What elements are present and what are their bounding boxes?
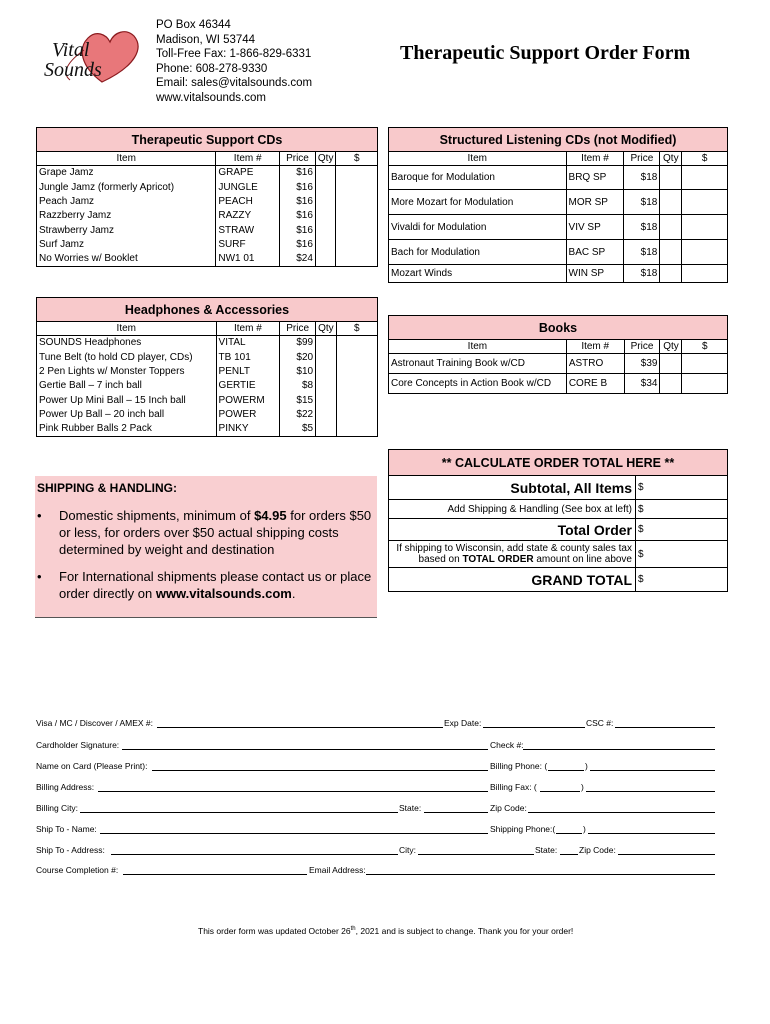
item-code: VIV SP bbox=[566, 215, 624, 240]
table-row bbox=[37, 209, 378, 223]
item-code: POWERM bbox=[216, 393, 280, 407]
order-total-table bbox=[388, 449, 728, 592]
col-qty: Qty bbox=[660, 152, 682, 166]
table-row bbox=[389, 265, 728, 283]
item-price: $10 bbox=[280, 364, 316, 378]
col-item-no: Item # bbox=[216, 152, 280, 166]
item-code: BAC SP bbox=[566, 240, 624, 265]
amount-field[interactable] bbox=[682, 374, 728, 394]
bullet-icon: • bbox=[37, 569, 42, 584]
billing-zip-label: Zip Code: bbox=[490, 803, 527, 813]
amount-field[interactable] bbox=[336, 393, 377, 407]
item-price: $34 bbox=[624, 374, 660, 394]
amount-field[interactable] bbox=[336, 252, 378, 266]
item-code: RAZZY bbox=[216, 209, 280, 223]
amount-field[interactable] bbox=[336, 407, 377, 421]
qty-field[interactable] bbox=[316, 407, 337, 421]
csc-label: CSC #: bbox=[586, 718, 614, 728]
item-name: Power Up Mini Ball – 15 Inch ball bbox=[37, 393, 217, 407]
ship-zip-input[interactable] bbox=[618, 845, 715, 855]
section-title: Therapeutic Support CDs bbox=[37, 128, 378, 152]
item-name: Pink Rubber Balls 2 Pack bbox=[37, 422, 217, 436]
ship-to-address-input[interactable] bbox=[111, 845, 398, 855]
item-price: $18 bbox=[624, 215, 660, 240]
qty-field[interactable] bbox=[316, 336, 337, 350]
item-code: BRQ SP bbox=[566, 166, 624, 190]
table-row bbox=[389, 374, 728, 394]
table-row bbox=[389, 190, 728, 215]
col-dollar: $ bbox=[682, 340, 728, 354]
item-name: Surf Jamz bbox=[37, 237, 216, 251]
item-name: Peach Jamz bbox=[37, 194, 216, 208]
item-price: $15 bbox=[280, 393, 316, 407]
email-address-label: Email Address: bbox=[309, 865, 366, 875]
col-qty: Qty bbox=[315, 152, 336, 166]
card-number-label: Visa / MC / Discover / AMEX #: bbox=[36, 718, 153, 728]
grand-total-field[interactable] bbox=[636, 568, 728, 592]
item-code: PENLT bbox=[216, 364, 280, 378]
ship-to-name-input[interactable] bbox=[100, 824, 488, 834]
col-price: Price bbox=[624, 340, 660, 354]
domestic-shipping-text bbox=[59, 507, 377, 558]
shipping-phone-area-input[interactable] bbox=[556, 824, 582, 834]
item-price: $16 bbox=[280, 194, 316, 208]
website-line[interactable]: www.vitalsounds.com bbox=[156, 91, 266, 104]
item-price: $8 bbox=[280, 379, 316, 393]
col-price: Price bbox=[280, 152, 316, 166]
col-dollar: $ bbox=[336, 322, 377, 336]
paren: ) bbox=[583, 824, 586, 834]
email-line[interactable]: Email: sales@vitalsounds.com bbox=[156, 77, 313, 89]
billing-zip-input[interactable] bbox=[528, 803, 715, 813]
headphones-table bbox=[36, 297, 378, 437]
qty-field[interactable] bbox=[315, 252, 336, 266]
item-name: Baroque for Modulation bbox=[389, 166, 567, 190]
amount-field[interactable] bbox=[336, 223, 378, 237]
tax-text: based on bbox=[418, 554, 463, 565]
item-code: SURF bbox=[216, 237, 280, 251]
item-code: GERTIE bbox=[216, 379, 280, 393]
item-price: $16 bbox=[280, 209, 316, 223]
shipping-text: . bbox=[291, 586, 296, 601]
sales-tax-label bbox=[389, 541, 636, 568]
min-shipping-amount: $4.95 bbox=[254, 508, 287, 523]
footer-superscript: th bbox=[350, 926, 356, 933]
qty-field[interactable] bbox=[315, 223, 336, 237]
item-price: $22 bbox=[280, 407, 316, 421]
website-link[interactable]: www.vitalsounds.com bbox=[155, 586, 292, 601]
name-on-card-input[interactable] bbox=[152, 761, 488, 771]
billing-phone-label: Billing Phone: ( bbox=[490, 761, 548, 771]
table-row bbox=[37, 393, 378, 407]
address-line: Madison, WI 53744 bbox=[156, 33, 256, 46]
table-row bbox=[37, 422, 378, 436]
footer-note bbox=[198, 926, 573, 936]
contact-info bbox=[156, 18, 312, 105]
qty-field[interactable] bbox=[660, 374, 682, 394]
shipping-phone-input[interactable] bbox=[588, 824, 715, 834]
item-price: $18 bbox=[624, 240, 660, 265]
qty-field[interactable] bbox=[316, 364, 337, 378]
item-code: CORE B bbox=[566, 374, 624, 394]
section-title: Headphones & Accessories bbox=[37, 298, 378, 322]
amount-field[interactable] bbox=[682, 215, 728, 240]
qty-field[interactable] bbox=[315, 166, 336, 180]
table-row bbox=[37, 379, 378, 393]
item-name: Vivaldi for Modulation bbox=[389, 215, 567, 240]
billing-state-label: State: bbox=[399, 803, 422, 813]
qty-field[interactable] bbox=[660, 215, 682, 240]
table-row bbox=[37, 166, 378, 180]
billing-phone-area-input[interactable] bbox=[548, 761, 584, 771]
item-price: $16 bbox=[280, 166, 316, 180]
ship-city-input[interactable] bbox=[418, 845, 534, 855]
item-price: $39 bbox=[624, 354, 660, 374]
col-item: Item bbox=[389, 340, 567, 354]
amount-field[interactable] bbox=[682, 166, 728, 190]
books-table bbox=[388, 315, 728, 394]
total-order-field[interactable] bbox=[636, 519, 728, 541]
tax-line-1: If shipping to Wisconsin, add state & county sales tax bbox=[396, 543, 632, 554]
shipping-phone-label: Shipping Phone:( bbox=[490, 824, 556, 834]
address-line: PO Box 46344 bbox=[156, 19, 231, 31]
billing-city-label: Billing City: bbox=[36, 803, 79, 813]
shipping-heading: SHIPPING & HANDLING: bbox=[37, 481, 178, 495]
item-price: $16 bbox=[280, 237, 316, 251]
dollar-sign: $ bbox=[638, 548, 644, 560]
item-code: GRAPE bbox=[216, 166, 280, 180]
col-qty: Qty bbox=[660, 340, 682, 354]
amount-field[interactable] bbox=[336, 422, 377, 436]
qty-field[interactable] bbox=[316, 379, 337, 393]
table-row bbox=[389, 354, 728, 374]
billing-state-input[interactable] bbox=[424, 803, 488, 813]
ship-state-label: State: bbox=[535, 845, 558, 855]
billing-phone-input[interactable] bbox=[590, 761, 715, 771]
amount-field[interactable] bbox=[336, 166, 378, 180]
dollar-sign: $ bbox=[638, 482, 644, 493]
amount-field[interactable] bbox=[336, 237, 378, 251]
item-name: Tune Belt (to hold CD player, CDs) bbox=[37, 350, 217, 364]
item-name: Jungle Jamz (formerly Apricot) bbox=[37, 180, 216, 194]
qty-field[interactable] bbox=[660, 354, 682, 374]
qty-field[interactable] bbox=[315, 180, 336, 194]
billing-city-input[interactable] bbox=[80, 803, 398, 813]
table-row bbox=[37, 364, 378, 378]
billing-fax-label: Billing Fax: ( bbox=[490, 782, 537, 792]
amount-field[interactable] bbox=[682, 240, 728, 265]
csc-input[interactable] bbox=[615, 718, 715, 728]
footer-text: , 2021 and is subject to change. Thank you for your order! bbox=[355, 926, 574, 936]
table-row bbox=[389, 240, 728, 265]
item-code: PINKY bbox=[216, 422, 280, 436]
tax-text: amount on line above bbox=[533, 554, 632, 565]
footer-text: This order form was updated October 26 bbox=[198, 926, 351, 936]
table-row bbox=[389, 215, 728, 240]
item-name: Razzberry Jamz bbox=[37, 209, 216, 223]
item-name: More Mozart for Modulation bbox=[389, 190, 567, 215]
col-item-no: Item # bbox=[566, 340, 624, 354]
shipping-field[interactable] bbox=[636, 500, 728, 519]
shipping-info-box bbox=[35, 476, 377, 618]
phone-line: Phone: 608-278-9330 bbox=[156, 62, 268, 75]
billing-fax-input[interactable] bbox=[586, 782, 715, 792]
qty-field[interactable] bbox=[316, 350, 337, 364]
table-row bbox=[37, 180, 378, 194]
course-completion-input[interactable] bbox=[123, 865, 307, 875]
amount-field[interactable] bbox=[336, 336, 377, 350]
cardholder-signature-label: Cardholder Signature: bbox=[36, 740, 120, 750]
table-row bbox=[37, 237, 378, 251]
ship-state-input[interactable] bbox=[560, 845, 578, 855]
item-price: $5 bbox=[280, 422, 316, 436]
qty-field[interactable] bbox=[315, 209, 336, 223]
vital-sounds-logo bbox=[40, 20, 150, 90]
amount-field[interactable] bbox=[682, 354, 728, 374]
shipping-text: For International shipments please contact us or place order directly on bbox=[59, 569, 372, 601]
qty-field[interactable] bbox=[660, 190, 682, 215]
table-row bbox=[37, 407, 378, 421]
dollar-sign: $ bbox=[638, 524, 644, 535]
item-code: STRAW bbox=[216, 223, 280, 237]
col-price: Price bbox=[624, 152, 660, 166]
item-code: JUNGLE bbox=[216, 180, 280, 194]
international-shipping-text bbox=[59, 568, 377, 602]
item-name: Grape Jamz bbox=[37, 166, 216, 180]
shipping-text: for orders $50 or less, for orders over $50 actual shipping costs determined by weight and destination bbox=[59, 508, 372, 557]
item-name: 2 Pen Lights w/ Monster Toppers bbox=[37, 364, 217, 378]
table-row bbox=[37, 223, 378, 237]
calc-title: ** CALCULATE ORDER TOTAL HERE ** bbox=[389, 450, 728, 476]
table-row bbox=[389, 166, 728, 190]
qty-field[interactable] bbox=[660, 265, 682, 283]
amount-field[interactable] bbox=[336, 209, 378, 223]
col-qty: Qty bbox=[316, 322, 337, 336]
form-title: Therapeutic Support Order Form bbox=[400, 42, 691, 64]
ship-city-label: City: bbox=[399, 845, 416, 855]
amount-field[interactable] bbox=[336, 180, 378, 194]
item-code: NW1 01 bbox=[216, 252, 280, 266]
total-order-label: Total Order bbox=[389, 519, 636, 541]
col-price: Price bbox=[280, 322, 316, 336]
qty-field[interactable] bbox=[660, 240, 682, 265]
section-title: Structured Listening CDs (not Modified) bbox=[389, 128, 728, 152]
logo-word-vital: Vital bbox=[52, 39, 90, 61]
paren: ) bbox=[585, 761, 588, 771]
subtotal-field[interactable] bbox=[636, 476, 728, 500]
table-row bbox=[37, 336, 378, 350]
table-row bbox=[37, 350, 378, 364]
card-number-input[interactable] bbox=[157, 718, 443, 728]
item-code: POWER bbox=[216, 407, 280, 421]
col-item-no: Item # bbox=[216, 322, 280, 336]
section-title: Books bbox=[389, 316, 728, 340]
col-dollar: $ bbox=[682, 152, 728, 166]
item-price: $16 bbox=[280, 180, 316, 194]
amount-field[interactable] bbox=[682, 190, 728, 215]
exp-date-label: Exp Date: bbox=[444, 718, 482, 728]
item-code: VITAL bbox=[216, 336, 280, 350]
item-price: $18 bbox=[624, 265, 660, 283]
item-name: Power Up Ball – 20 inch ball bbox=[37, 407, 217, 421]
name-on-card-label: Name on Card (Please Print): bbox=[36, 761, 148, 771]
item-code: WIN SP bbox=[566, 265, 624, 283]
item-price: $18 bbox=[624, 190, 660, 215]
therapeutic-cds-table bbox=[36, 127, 378, 267]
item-price: $20 bbox=[280, 350, 316, 364]
billing-address-label: Billing Address: bbox=[36, 782, 95, 792]
dollar-sign: $ bbox=[638, 503, 644, 515]
col-item: Item bbox=[37, 152, 216, 166]
dollar-sign: $ bbox=[638, 574, 644, 585]
tax-line-2 bbox=[389, 554, 632, 565]
item-name: Core Concepts in Action Book w/CD bbox=[389, 374, 567, 394]
grand-total-label: GRAND TOTAL bbox=[389, 568, 636, 592]
ship-to-name-label: Ship To - Name: bbox=[36, 824, 97, 834]
amount-field[interactable] bbox=[336, 364, 377, 378]
check-number-label: Check #: bbox=[490, 740, 524, 750]
item-name: No Worries w/ Booklet bbox=[37, 252, 216, 266]
ship-to-address-label: Ship To - Address: bbox=[36, 845, 105, 855]
amount-field[interactable] bbox=[336, 194, 378, 208]
item-price: $24 bbox=[280, 252, 316, 266]
amount-field[interactable] bbox=[336, 350, 377, 364]
tax-text-bold: TOTAL ORDER bbox=[462, 554, 534, 565]
col-item: Item bbox=[37, 322, 217, 336]
item-name: Gertie Ball – 7 inch ball bbox=[37, 379, 217, 393]
ship-zip-label: Zip Code: bbox=[579, 845, 616, 855]
table-row bbox=[37, 194, 378, 208]
item-code: ASTRO bbox=[566, 354, 624, 374]
check-number-input[interactable] bbox=[523, 740, 715, 750]
item-name: Astronaut Training Book w/CD bbox=[389, 354, 567, 374]
item-price: $16 bbox=[280, 223, 316, 237]
item-price: $99 bbox=[280, 336, 316, 350]
exp-date-input[interactable] bbox=[483, 718, 585, 728]
item-code: PEACH bbox=[216, 194, 280, 208]
col-item: Item bbox=[389, 152, 567, 166]
qty-field[interactable] bbox=[660, 166, 682, 190]
shipping-text: Domestic shipments, minimum of bbox=[59, 508, 255, 523]
qty-field[interactable] bbox=[315, 194, 336, 208]
qty-field[interactable] bbox=[315, 237, 336, 251]
email-address-input[interactable] bbox=[366, 865, 715, 875]
amount-field[interactable] bbox=[336, 379, 377, 393]
item-name: Strawberry Jamz bbox=[37, 223, 216, 237]
billing-address-input[interactable] bbox=[98, 782, 488, 792]
item-name: Bach for Modulation bbox=[389, 240, 567, 265]
col-dollar: $ bbox=[336, 152, 378, 166]
qty-field[interactable] bbox=[316, 422, 337, 436]
sales-tax-field[interactable] bbox=[636, 541, 728, 568]
billing-fax-area-input[interactable] bbox=[540, 782, 580, 792]
logo-word-sounds: Sounds bbox=[44, 59, 102, 81]
course-completion-label: Course Completion #: bbox=[36, 865, 119, 875]
paren: ) bbox=[581, 782, 584, 792]
subtotal-label: Subtotal, All Items bbox=[389, 476, 636, 500]
amount-field[interactable] bbox=[682, 265, 728, 283]
qty-field[interactable] bbox=[316, 393, 337, 407]
item-code: MOR SP bbox=[566, 190, 624, 215]
fax-line: Toll-Free Fax: 1-866-829-6331 bbox=[156, 48, 312, 60]
item-price: $18 bbox=[624, 166, 660, 190]
item-code: TB 101 bbox=[216, 350, 280, 364]
bullet-icon: • bbox=[37, 508, 42, 523]
cardholder-signature-input[interactable] bbox=[122, 740, 488, 750]
item-name: SOUNDS Headphones bbox=[37, 336, 217, 350]
table-row bbox=[37, 252, 378, 266]
structured-cds-table bbox=[388, 127, 728, 283]
col-item-no: Item # bbox=[566, 152, 624, 166]
shipping-label: Add Shipping & Handling (See box at left) bbox=[389, 500, 636, 519]
item-name: Mozart Winds bbox=[389, 265, 567, 283]
